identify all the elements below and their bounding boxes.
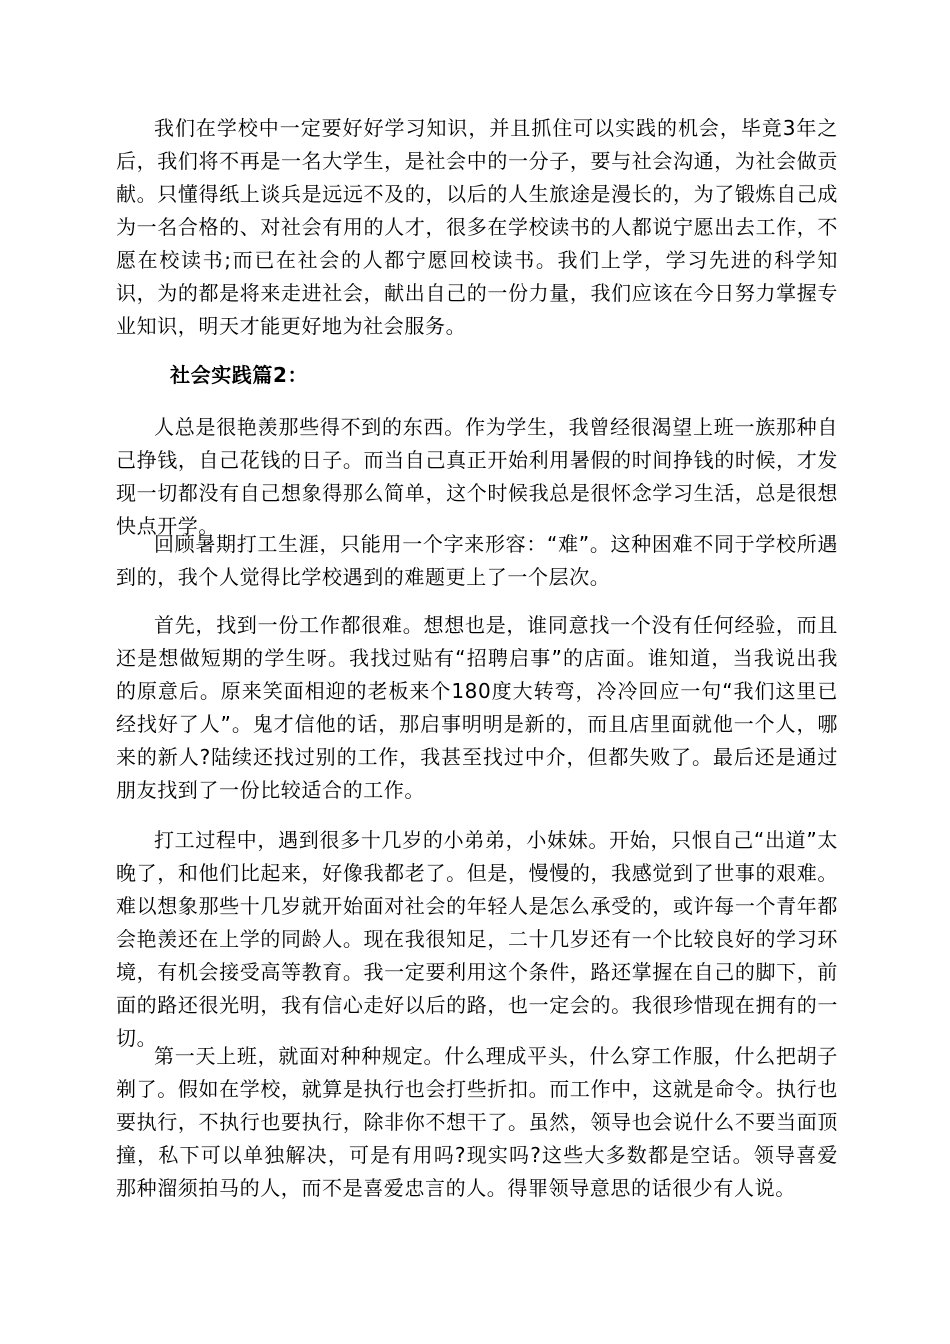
- paragraph-difficulty: 回顾暑期打工生涯，只能用一个字来形容：“难”。这种困难不同于学校所遇到的，我个人觉得比学校遇到的难题更上了一个层次。: [116, 532, 838, 589]
- section-heading: 社会实践篇2：: [170, 363, 309, 387]
- paragraph-envy: 人总是很艳羡那些得不到的东西。作为学生，我曾经很渴望上班一族那种自己挣钱，自己花钱的日子。而当自己真正开始利用暑假的时间挣钱的时候，才发现一切都没有自己想象得那么简单，这个时候我总是很怀念学习生活，总是很想快点开学。: [116, 415, 838, 538]
- paragraph-intro: 我们在学校中一定要好好学习知识，并且抓住可以实践的机会，毕竟3年之后，我们将不再是一名大学生，是社会中的一分子，要与社会沟通，为社会做贡献。只懂得纸上谈兵是远远不及的，以后的人生旅途是漫长的，为了锻炼自己成为一名合格的、对社会有用的人才，很多在学校读书的人都说宁愿出去工作，不愿在校读书;而已在社会的人都宁愿回校读书。我们上学，学习先进的科学知识，为的都是将来走进社会，献出自己的一份力量，我们应该在今日努力掌握专业知识，明天才能更好地为社会服务。: [116, 116, 838, 338]
- paragraph-first-day: 第一天上班，就面对种种规定。什么理成平头，什么穿工作服，什么把胡子剃了。假如在学校，就算是执行也会打些折扣。而工作中，这就是命令。执行也要执行，不执行也要执行，除非你不想干了。虽然，领导也会说什么不要当面顶撞，私下可以单独解决，可是有用吗?现实吗?这些大多数都是空话。领导喜爱那种溜须拍马的人，而不是喜爱忠言的人。得罪领导意思的话很少有人说。: [116, 1044, 838, 1200]
- paragraph-work-process: 打工过程中，遇到很多十几岁的小弟弟，小妹妹。开始，只恨自己“出道”太晚了，和他们比起来，好像我都老了。但是，慢慢的，我感觉到了世事的艰难。难以想象那些十几岁就开始面对社会的年轻人是怎么承受的，或许每一个青年都会艳羡还在上学的同龄人。现在我很知足，二十几岁还有一个比较良好的学习环境，有机会接受高等教育。我一定要利用这个条件，路还掌握在自己的脚下，前面的路还很光明，我有信心走好以后的路，也一定会的。我很珍惜现在拥有的一切。: [116, 828, 838, 1050]
- paragraph-job-search: 首先，找到一份工作都很难。想想也是，谁同意找一个没有任何经验，而且还是想做短期的学生呀。我找过贴有“招聘启事”的店面。谁知道，当我说出我的原意后。原来笑面相迎的老板来个180度大转弯，冷冷回应一句“我们这里已经找好了人”。鬼才信他的话，那启事明明是新的，而且店里面就他一个人，哪来的新人?陆续还找过别的工作，我甚至找过中介，但都失败了。最后还是通过朋友找到了一份比较适合的工作。: [116, 613, 838, 802]
